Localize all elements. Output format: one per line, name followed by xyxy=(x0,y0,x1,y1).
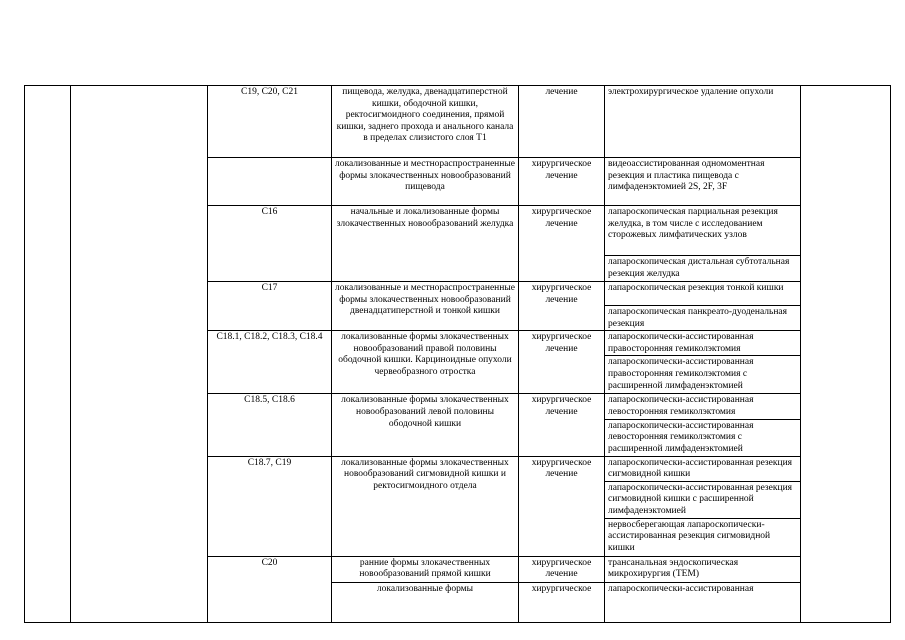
treatment-type-cell: хирургическое лечение xyxy=(519,456,605,556)
treatment-type-cell: хирургическое лечение xyxy=(519,282,605,331)
method-cell: нервосберегающая лапароскопически-ассистированная резекция сигмовидной кишки xyxy=(605,518,801,556)
method-cell: лапароскопически-ассистированная xyxy=(605,582,801,622)
disease-cell: пищевода, желудка, двенадцатиперстной кишки, ободочной кишки, ректосигмоидного соединения, прямой кишки, заднего прохода и анального канала в пределах слизистого слоя T1 xyxy=(332,86,519,158)
method-cell: лапароскопическая парциальная резекция желудка, в том числе с исследованием сторожевых лимфатических узлов xyxy=(605,206,801,256)
method-cell: лапароскопически-ассистированная правосторонняя гемиколэктомия xyxy=(605,331,801,356)
method-cell: лапароскопически-ассистированная правосторонняя гемиколэктомия с расширенной лимфаденэктомией xyxy=(605,356,801,394)
method-cell: лапароскопическая панкреато-дуоденальная резекция xyxy=(605,306,801,331)
blank-cell-norm xyxy=(801,86,891,623)
disease-cell: локализованные формы злокачественных новообразований правой половины ободочной кишки. Карциноидные опухоли червеобразного отростка xyxy=(332,331,519,394)
diagnosis-code-cell: C18.5, C18.6 xyxy=(208,394,332,456)
disease-cell: локализованные и местнораспространенные формы злокачественных новообразований двенадцатиперстной и тонкой кишки xyxy=(332,282,519,331)
disease-cell: ранние формы злокачественных новообразований прямой кишки xyxy=(332,556,519,582)
method-cell: лапароскопическая резекция тонкой кишки xyxy=(605,282,801,306)
blank-cell-index xyxy=(25,86,71,623)
disease-cell: локализованные и местнораспространенные формы злокачественных новообразований пищевода xyxy=(332,158,519,206)
treatment-type-cell: хирургическое лечение xyxy=(519,394,605,456)
method-cell: электрохирургическое удаление опухоли xyxy=(605,86,801,158)
method-cell: лапароскопически-ассистированная левосторонняя гемиколэктомия xyxy=(605,394,801,419)
method-cell: лапароскопическая дистальная субтотальная резекция желудка xyxy=(605,256,801,282)
disease-cell: локализованные формы злокачественных новообразований сигмовидной кишки и ректосигмоидного отдела xyxy=(332,456,519,556)
diagnosis-code-cell: C16 xyxy=(208,206,332,282)
disease-cell: локализованные формы xyxy=(332,582,519,622)
method-cell: лапароскопически-ассистированная левосторонняя гемиколэктомия с расширенной лимфаденэктомией xyxy=(605,419,801,456)
diagnosis-code-cell: C19, C20, C21 xyxy=(208,86,332,158)
diagnosis-code-cell: C18.1, C18.2, C18.3, C18.4 xyxy=(208,331,332,394)
diagnosis-code-cell: C18.7, C19 xyxy=(208,456,332,556)
treatment-type-cell: хирургическое лечение xyxy=(519,158,605,206)
treatment-type-cell: хирургическое лечение xyxy=(519,331,605,394)
method-cell: трансанальная эндоскопическая микрохирургия (ТЕМ) xyxy=(605,556,801,582)
disease-cell: локализованные формы злокачественных новообразований левой половины ободочной кишки xyxy=(332,394,519,456)
treatment-type-cell: хирургическое лечение xyxy=(519,556,605,582)
treatment-type-cell: хирургическое лечение xyxy=(519,206,605,282)
treatment-type-cell: лечение xyxy=(519,86,605,158)
disease-cell: начальные и локализованные формы злокачественных новообразований желудка xyxy=(332,206,519,282)
table-row xyxy=(25,86,891,158)
method-cell: видеоассистированная одномоментная резекция и пластика пищевода с лимфаденэктомией 2S, 2F, 3F xyxy=(605,158,801,206)
diagnosis-code-cell: C20 xyxy=(208,556,332,622)
blank-cell-group xyxy=(71,86,208,623)
treatment-methods-table xyxy=(24,85,891,623)
method-cell: лапароскопически-ассистированная резекция сигмовидной кишки xyxy=(605,456,801,481)
diagnosis-code-cell xyxy=(208,158,332,206)
method-cell: лапароскопически-ассистированная резекция сигмовидной кишки с расширенной лимфаденэктомией xyxy=(605,481,801,518)
diagnosis-code-cell: C17 xyxy=(208,282,332,331)
treatment-type-cell: хирургическое xyxy=(519,582,605,622)
